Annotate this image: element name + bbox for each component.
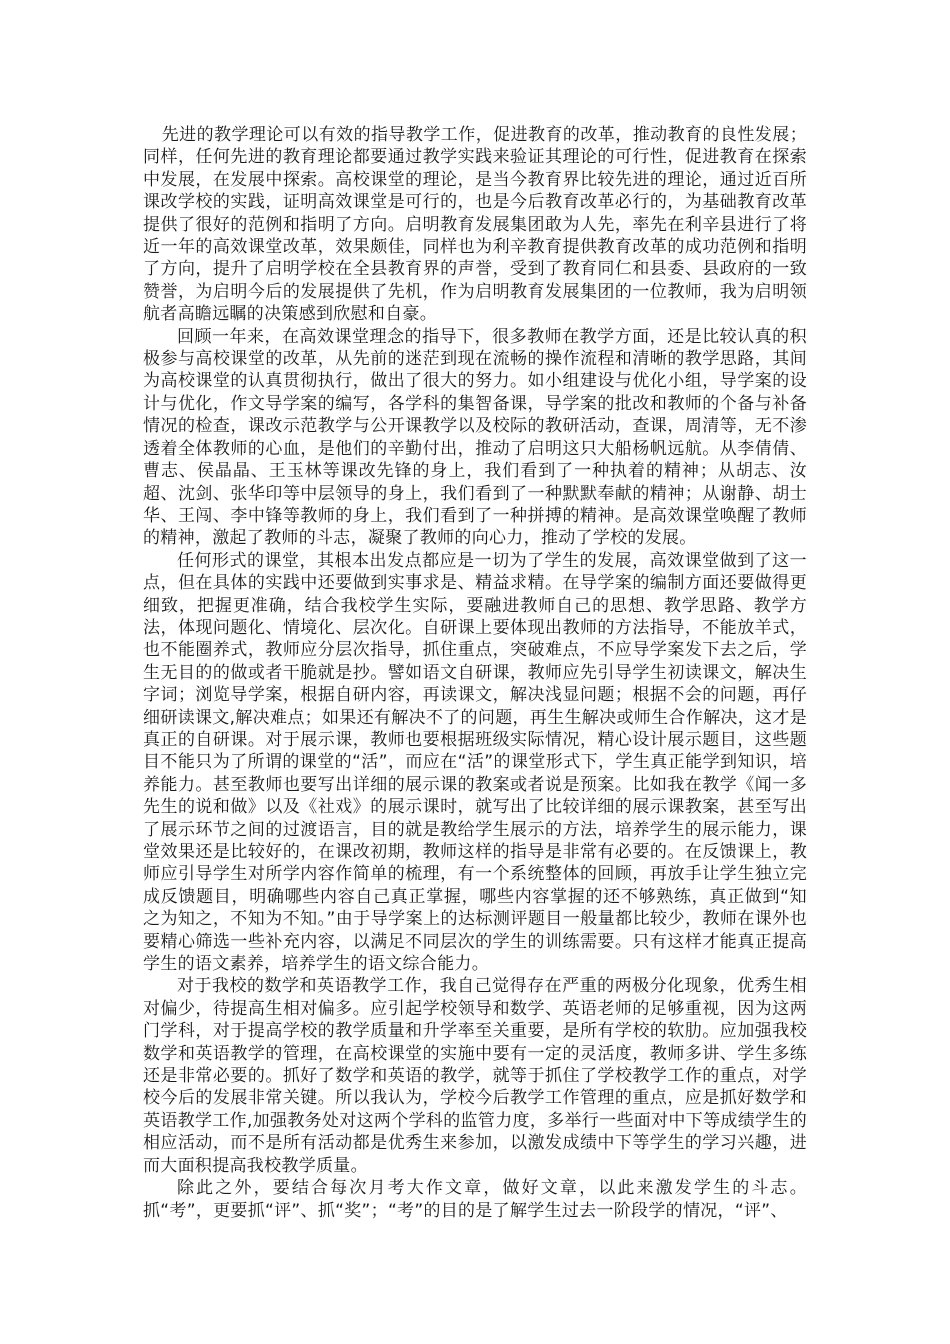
paragraph-review-year: 回顾一年来，在高效课堂理念的指导下，很多教师在教学方面，还是比较认真的积极参与高校课堂的改革，从先前的迷茫到现在流畅的操作流程和清晰的教学思路，其间为高校课堂的认真贯彻执行，做出了很大的努力。如小组建设与优化小组，导学案的设计与优化，作文导学案的编写，各学科的集智备课，导学案的批改和教师的个备与补备情况的检查，课改示范教学与公开课教学以及校际的教研活动，查课，周清等，无不渗透着全体教师的心血，是他们的辛勤付出，推动了启明这只大船杨帆远航。从李倩倩、曹志、侯晶晶、王玉林等课改先锋的身上，我们看到了一种执着的精神；从胡志、汝超、沈剑、张华印等中层领导的身上，我们看到了一种默默奉献的精神；从谢静、胡士华、王闯、李中锋等教师的身上，我们看到了一种拼搏的精神。是高效课堂唤醒了教师的精神，激起了教师的斗志，凝聚了教师的向心力，推动了学校的发展。 xyxy=(143,326,807,549)
paragraph-teaching-theory: 先进的教学理论可以有效的指导教学工作，促进教育的改革，推动教育的良性发展；同样，任何先进的教育理论都要通过教学实践来验证其理论的可行性，促进教育在探索中发展，在发展中探索。高校课堂的理论，是当今教育界比较先进的理论，通过近百所课改学校的实践，证明高效课堂是可行的，也是今后教育改革必行的，为基础教育改革提供了很好的范例和指明了方向。启明教育发展集团敢为人先，率先在利辛县进行了将近一年的高效课堂改革，效果颇佳，同样也为利辛教育提供教育改革的成功范例和指明了方向，提升了启明学校在全县教育界的声誉，受到了教育同仁和县委、县政府的一致赞誉，为启明今后的发展提供了先机，作为启明教育发展集团的一位教师，我为启明领航者高瞻远瞩的决策感到欣慰和自豪。 xyxy=(143,125,807,325)
paragraph-math-english: 对于我校的数学和英语教学工作，我自己觉得存在严重的两极分化现象，优秀生相对偏少，待提高生相对偏多。应引起学校领导和数学、英语老师的足够重视，因为这两门学科，对于提高学校的教学质量和升学率至关重要，是所有学校的软肋。应加强我校数学和英语教学的管理，在高校课堂的实施中要有一定的灵活度，教师多讲、学生多练还是非常必要的。抓好了数学和英语的教学，就等于抓住了学校教学工作的重点，对学校今后的发展非常关键。所以我认为，学校今后教学工作管理的重点，应是抓好数学和英语教学工作,加强教务处对这两个学科的监管力度，多举行一些面对中下等成绩学生的相应活动，而不是所有活动都是优秀生来参加，以激发成绩中下等学生的学习兴趣，进而大面积提高我校教学质量。 xyxy=(143,976,807,1176)
paragraph-monthly-exams: 除此之外，要结合每次月考大作文章，做好文章，以此来激发学生的斗志。抓“考”，更要抓“评”、抓“奖”；“考”的目的是了解学生过去一阶段学的情况，“评”、 xyxy=(143,1178,807,1221)
document-body xyxy=(143,124,807,1222)
paragraph-classroom-practice: 任何形式的课堂，其根本出发点都应是一切为了学生的发展，高效课堂做到了这一点，但在具体的实践中还要做到实事求是、精益求精。在导学案的编制方面还要做得更细致，把握更准确，结合我校学生实际，要融进教师自己的思想、教学思路、教学方法，体现问题化、情境化、层次化。自研课上要体现出教师的方法指导，不能放羊式，也不能圈养式，教师应分层次指导，抓住重点，突破难点，不应导学案发下去之后，学生无目的的做或者干脆就是抄。譬如语文自研课，教师应先引导学生初读课文，解决生字词；浏览导学案，根据自研内容，再读课文，解决浅显问题；根据不会的问题，再仔细研读课文,解决难点；如果还有解决不了的问题，再生生解决或师生合作解决，这才是真正的自研课。对于展示课，教师也要根据班级实际情况，精心设计展示题目，这些题目不能只为了所谓的课堂的“活”，而应在“活”的课堂形式下，学生真正能学到知识，培养能力。甚至教师也要写出详细的展示课的教案或者说是预案。比如我在教学《闻一多先生的说和做》以及《社戏》的展示课时，就写出了比较详细的展示课教案，甚至写出了展示环节之间的过渡语言，目的就是教给学生展示的方法，培养学生的展示能力，课堂效果还是比较好的，在课改初期，教师这样的指导是非常有必要的。在反馈课上，教师应引导学生对所学内容作简单的梳理，有一个系统整体的回顾，再放手让学生独立完成反馈题目，明确哪些内容自己真正掌握，哪些内容掌握的还不够熟练，真正做到“知之为知之，不知为不知。”由于导学案上的达标测评题目一般量都比较少，教师在课外也要精心筛选一些补充内容，以满足不同层次的学生的训练需要。只有这样才能真正提高学生的语文素养，培养学生的语文综合能力。 xyxy=(143,550,807,975)
